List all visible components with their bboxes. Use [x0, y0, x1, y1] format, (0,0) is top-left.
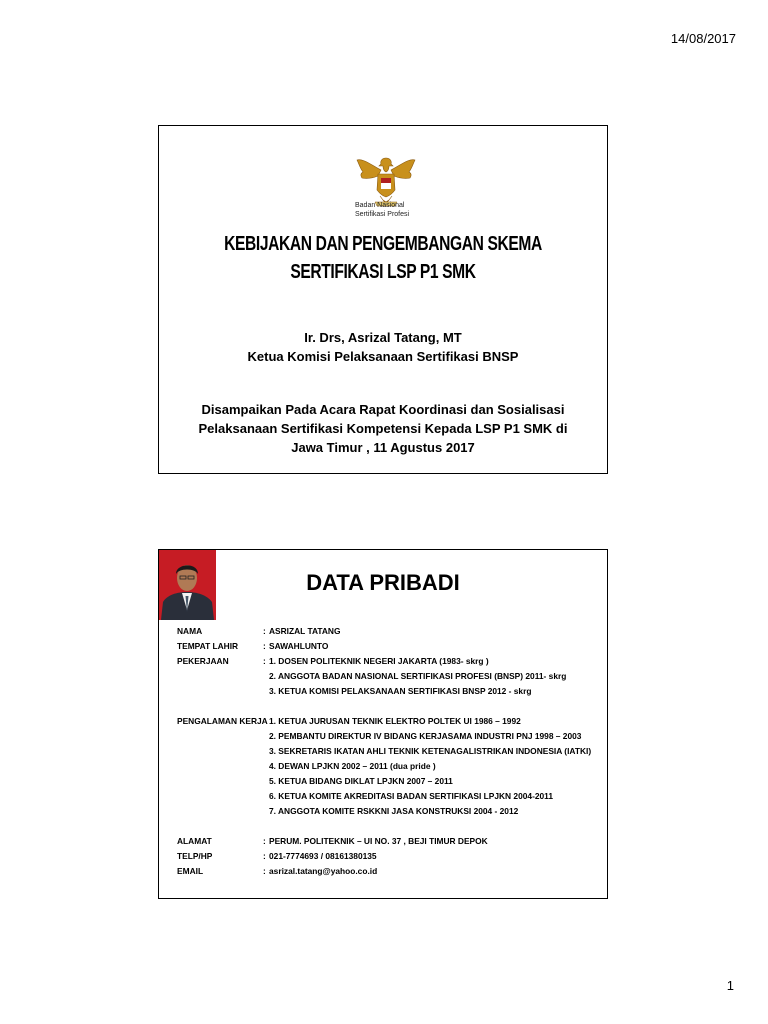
- occasion-block: [159, 400, 607, 457]
- info-value: PERUM. POLITEKNIK – UI NO. 37 , BEJI TIMUR DEPOK: [269, 836, 488, 846]
- slide-title: [208, 230, 557, 286]
- info-value: 3. SEKRETARIS IKATAN AHLI TEKNIK KETENAGALISTRIKAN INDONESIA (IATKI): [269, 746, 592, 756]
- title-line: KEBIJAKAN DAN PENGEMBANGAN SKEMA: [224, 233, 542, 255]
- info-label: PENGALAMAN KERJA: [177, 716, 268, 726]
- info-value: ASRIZAL TATANG: [269, 626, 341, 636]
- info-value: 6. KETUA KOMITE AKREDITASI BADAN SERTIFIKASI LPJKN 2004-2011: [269, 791, 554, 801]
- info-label: NAMA: [177, 626, 203, 636]
- info-separator: :: [263, 866, 266, 876]
- info-label: PEKERJAAN: [177, 656, 229, 666]
- info-value: 1. KETUA JURUSAN TEKNIK ELEKTRO POLTEK UI 1986 – 1992: [269, 716, 521, 726]
- info-separator: :: [263, 656, 266, 666]
- info-value: 5. KETUA BIDANG DIKLAT LPJKN 2007 – 2011: [269, 776, 453, 786]
- info-value: 7. ANGGOTA KOMITE RSKKNI JASA KONSTRUKSI 2004 - 2012: [269, 806, 519, 816]
- info-value: SAWAHLUNTO: [269, 641, 329, 651]
- occasion-line: Pelaksanaan Sertifikasi Kompetensi Kepada LSP P1 SMK di: [198, 421, 568, 436]
- personal-data-slide: [158, 549, 608, 899]
- title-slide: [158, 125, 608, 474]
- occasion-line: Jawa Timur , 11 Agustus 2017: [291, 440, 475, 455]
- logo-caption-line: Badan Nasional: [355, 202, 405, 209]
- author-position: Ketua Komisi Pelaksanaan Sertifikasi BNSP: [247, 349, 519, 364]
- logo-caption-line: Sertifikasi Profesi: [355, 211, 410, 218]
- info-value: 2. PEMBANTU DIREKTUR IV BIDANG KERJASAMA INDUSTRI PNJ 1998 – 2003: [269, 731, 582, 741]
- logo-caption: [355, 201, 409, 219]
- info-label: TEMPAT LAHIR: [177, 641, 239, 651]
- info-label: ALAMAT: [177, 836, 212, 846]
- info-separator: :: [263, 836, 266, 846]
- author-block: [159, 328, 607, 366]
- info-value: 2. ANGGOTA BADAN NASIONAL SERTIFIKASI PROFESI (BNSP) 2011- skrg: [269, 671, 567, 681]
- info-value: 3. KETUA KOMISI PELAKSANAAN SERTIFIKASI BNSP 2012 - skrg: [269, 686, 532, 696]
- info-value: 1. DOSEN POLITEKNIK NEGERI JAKARTA (1983- skrg ): [269, 656, 489, 666]
- title-line: SERTIFIKASI LSP P1 SMK: [290, 261, 476, 283]
- info-separator: :: [263, 626, 266, 636]
- info-separator: :: [263, 641, 266, 651]
- info-value: 021-7774693 / 08161380135: [269, 851, 377, 861]
- info-label: EMAIL: [177, 866, 204, 876]
- occasion-line: Disampaikan Pada Acara Rapat Koordinasi dan Sosialisasi: [201, 402, 565, 417]
- info-value: 4. DEWAN LPJKN 2002 – 2011 (dua pride ): [269, 761, 436, 771]
- page-number: 1: [726, 978, 734, 993]
- slide-date: 14/08/2017: [670, 31, 736, 46]
- email-value: asrizal.tatang@yahoo.co.id: [269, 866, 378, 876]
- info-label: TELP/HP: [177, 851, 213, 861]
- author-name: Ir. Drs, Asrizal Tatang, MT: [304, 330, 462, 345]
- slide-heading: DATA PRIBADI: [306, 570, 460, 595]
- info-separator: :: [263, 851, 266, 861]
